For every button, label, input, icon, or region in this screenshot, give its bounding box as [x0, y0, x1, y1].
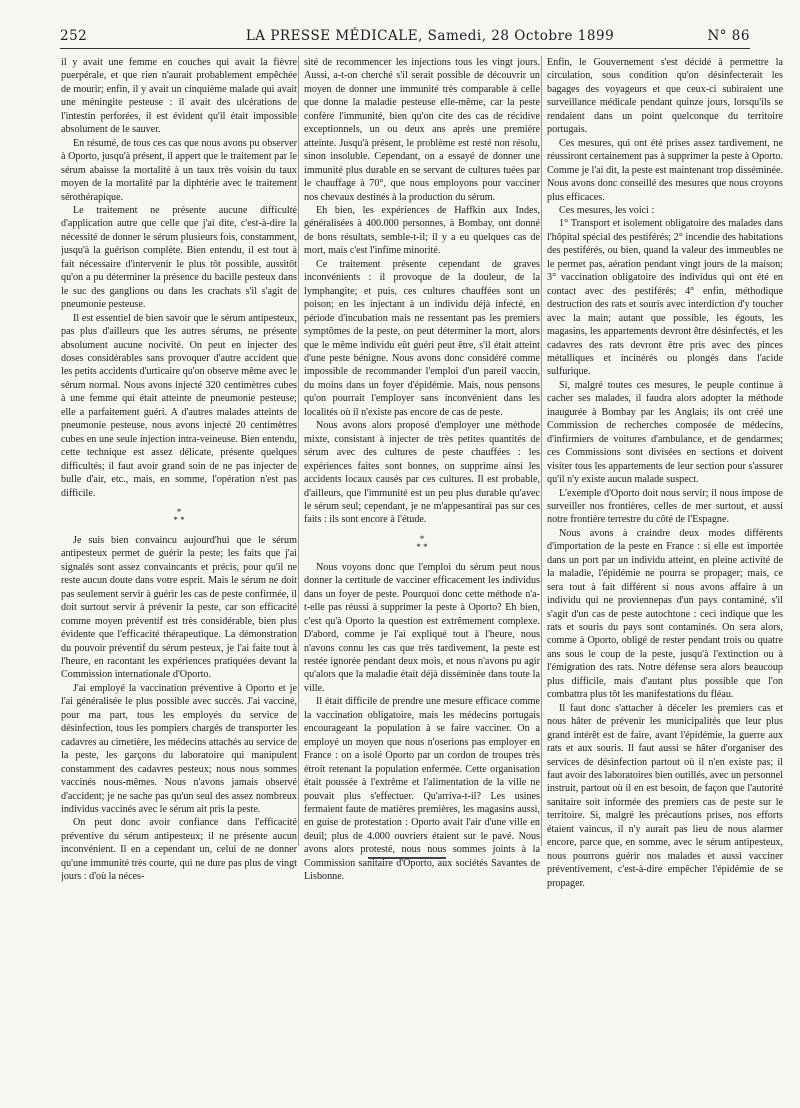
asterism-divider: * * * — [173, 506, 185, 525]
paragraph: Il est essentiel de bien savoir que le sérum antipesteux, pas plus d'ailleurs que les autres sérums, ne présente absolument aucune nocivité. On peut en injecter des doses considérables sans provoquer d'autre accident que les petits accidents d'urticaire qu'on observe même avec le sérum normal. Nous avons injecté 320 centimètres cubes à une femme qui était atteinte de pneumonie pesteuse; elle a parfaitement guéri. A d'autres malades atteints de pneumonie pesteuse, nous avons injecté 20 centimètres cubes en une seule injection intra-veineuse. Bien entendu, cette technique est assez délicate, présente quelques difficultés; il faut avoir grand soin de ne pas injecter de bulle d'air, etc., mais, en somme, l'opération n'est pas difficile. — [61, 312, 297, 499]
paragraph: il y avait une femme en couches qui avait la fièvre puerpérale, et que rien n'aurait probablement empêchée de mourir; enfin, il y avait un cinquième malade qui avait une méningite pesteuse : il avait des ulcérations de l'intestin perforées, il est évident qu'il était impossible absolument de le sauver. — [61, 57, 297, 136]
paragraph: Il était difficile de prendre une mesure efficace comme la vaccination obligatoire, mais les médecins portugais encourageant la population à se faire vacciner. On a employé un moyen que nous n'oserions pas employer en France : on a isolé Oporto par un cordon de troupes très étroit retenant la population enfermée. Cette organisation était poussée à l'extrême et l'alimentation de la ville ne pouvait plus s'effectuer. Qu'arriva-t-il? Les usines fermaient faute de matières premières, les magasins aussi, en guise de protestation : Oporto avait l'air d'une ville en deuil; plus de 4.000 ouvriers étaient sur le pavé. Nous avons alors protesté, nous nous sommes joints à la Commission sanitaire d'Oporto, aux sociétés Savantes de Lisbonne. — [304, 696, 540, 883]
paragraph: Nous avons à craindre deux modes différents d'importation de la peste en France : si elle est importée dans un port par un individu atteint, en pleine activité de la maladie, l'épidémie ne pourra se propager; mais, ce sera tout à fait différent si nous avons affaire à un individu qui ne proviennepas d'un pays contaminé, s'il s'agit d'un cas de peste autochtone : ceci indique que les rats et souris du pays sont contaminés. On sera alors, comme à Oporto, obligé de rester pendant trois ou quatre ans sous le coup de la peste, jusqu'à l'extinction ou à l'émigration des rats. Notre défense sera alors beaucoup plus difficile, mais d'autant plus possible que l'on combattra plus tôt les manifestations du fléau. — [547, 527, 783, 701]
paragraph: Eh bien, les expériences de Haffkin aux Indes, généralisées à 400.000 personnes, à Bombay, ont donné de bons résultats, semble-t-il; il y a eu quelques cas de mort, mais c'est l'infime minorité. — [304, 204, 540, 257]
issue-number: N° 86 — [707, 28, 750, 44]
paragraph: On peut donc avoir confiance dans l'efficacité préventive du sérum antipesteux; il ne présente aucun inconvénient. Il en a cependant un, celui de ne donner qu'une immunité très courte, qui ne dure pas plus de vingt jours : d'où la néces- — [61, 817, 297, 883]
paragraph: Enfin, le Gouvernement s'est décidé à permettre la circulation, sous condition qu'on désinfecterait les bagages des voyageurs et que ceux-ci subiraient une surveillance médicale pendant quinze jours, lorsqu'ils se rendaient dans un point quelconque du territoire portugais. — [547, 57, 783, 136]
paragraph: Ces mesures, qui ont été prises assez tardivement, ne réussiront certainement pas à supprimer la peste à Oporto. Comme je l'ai dit, la peste est maintenant trop disséminée. Nous avons donc conseillé des mesures que nous croyons plus efficaces. — [547, 137, 783, 203]
paragraph: 1° Transport et isolement obligatoire des malades dans l'hôpital spécial des pestiférés; 2° incendie des habitations des pestiférés, ou bien, quand la valeur des immeubles ne le permet pas, aération pendant vingt jours de la maison; 3° vaccination obligatoire des individus qui ont été en contact avec des pestiférés; 4° enfin, méthodique destruction des rats et souris avec interdiction d'y toucher avec la main; autant que possible, les égouts, les magasins, les appartements devront être désinfectés, et les cadavres des rats devront être pris avec des pinces métalliques et incinérés ou plongés dans l'acide sulfurique. — [547, 218, 783, 378]
paragraph: Ce traitement présente cependant de graves inconvénients : il provoque de la douleur, de la lymphangite; et puis, ces cultures chauffées sont un poison; en les injectant à un individu déjà infecté, en période d'incubation mais ne ressentant pas les premiers symptômes de la peste, on peut déterminer la mort, alors que le même individu eût guéri peut être, s'il était atteint d'une peste bénigne. Nous avons donc considéré comme impossible de recommander l'emploi d'un pareil vaccin, du moins dans un foyer d'épidémie. Mais, nous pensons qu'on pourrait l'employer sans inconvénient dans les localités où il n'existe pas encore de cas de peste. — [304, 258, 540, 418]
paragraph: L'exemple d'Oporto doit nous servir; il nous impose de surveiller nos frontières, celles de mer surtout, et aussi notre frontière terrestre du côté de l'Espagne. — [547, 487, 783, 526]
paragraph: J'ai employé la vaccination préventive à Oporto et je l'ai généralisée le plus possible avec succès. J'ai vacciné, pour ma part, tous les employés du service de désinfection, tous les pompiers chargés de transporter les cadavres au cimetière, les médecins attachés au service de la peste, les garçons du laboratoire qui manipulent constamment des cadavres pesteux; nous nous sommes vaccinés nous-mêmes. Nous n'avons jamais observé d'accident; je ne sache pas qu'un seul des assez nombreux individus vaccinés avec le sérum ait pris la peste. — [61, 682, 297, 816]
column-divider — [298, 56, 299, 846]
page-number: 252 — [60, 28, 88, 44]
column-divider — [541, 56, 542, 846]
paragraph: En résumé, de tous ces cas que nous avons pu observer à Oporto, jusqu'à présent, il appert que le traitement par le sérum abaisse la mortalité à un taux très voisin du taux moyen de la mortalité par la diphtérie avec le traitement sérothérapique. — [61, 137, 297, 203]
paragraph: Nous voyons donc que l'emploi du sérum peut nous donner la certitude de vacciner efficacement les individus dans un foyer de peste. Pourquoi donc cette méthode n'a-t-elle pas réussi à supprimer la peste à Oporto? Eh bien, c'est qu'à Oporto la question est extrêmement complexe. D'abord, comme je l'ai expliqué tout à l'heure, nous n'avons connu les cas que très tardivement, la peste est restée ignorée pendant deux mois, et nous n'avons pu agir qu'alors que la maladie était déjà disséminée dans toute la ville. — [304, 561, 540, 694]
journal-title: LA PRESSE MÉDICALE, Samedi, 28 Octobre 1899 — [245, 28, 615, 44]
paragraph: Le traitement ne présente aucune difficulté d'application autre que celle que j'ai dite, c'est-à-dire la nécessité de donner le sérum plusieurs fois, constamment, jusqu'à la guérison complète. Bien entendu, il est tout à fait nécessaire d'intervenir le plus tôt possible, aussitôt qu'on a pu déterminer la présence du bacille pesteux dans le suc des ganglions ou dans les crachats s'il s'agit de pneumonie pesteuse. — [61, 204, 297, 311]
paragraph: Nous avons alors proposé d'employer une méthode mixte, consistant à injecter de très petites quantités de sérum avec des cultures de peste chauffées : les expériences faites sont bonnes, on supprime ainsi les accidents locaux causés par ces cultures. Il est probable, d'ailleurs, que l'immunité est un peu plus durable qu'avec le sérum seul; cependant, je ne m'appesantirai pas sur ces faits : ils sont encore à l'étude. — [304, 420, 540, 526]
article-end-rule — [368, 857, 446, 859]
column-1 — [61, 56, 297, 1056]
column-3 — [547, 56, 783, 1056]
header-rule — [60, 48, 750, 49]
asterism-divider: * * * — [416, 533, 428, 552]
paragraph: sité de recommencer les injections tous les vingt jours. Aussi, a-t-on cherché s'il serait possible de découvrir un moyen de donner une immunité très comparable à celle que donne la maladie pesteuse elle-même, car la peste confère l'immunité, bien qu'on cite des cas de récidive exceptionnels, un ou deux ans après une première atteinte. Jusqu'à présent, le problème est resté non résolu, sinon insoluble. Cependant, on a essayé de donner une immunité plus durable en se servant de cultures tuées par le chauffage à 70°, que nous employons pour vacciner nos chevaux destinés à la production du sérum. — [304, 57, 540, 203]
paragraph: Je suis bien convaincu aujourd'hui que le sérum antipesteux permet de guérir la peste; les faits que j'ai signalés sont assez convaincants et précis, pour qu'il ne reste aucun doute dans votre esprit. Mais le sérum ne doit pas seulement servir à guérir les cas de peste confirmée, il doit surtout servir à prévenir la peste, car son efficacité comme moyen préventif est très considérable, bien plus évidente que l'efficacité thérapeutique. La démonstration du pouvoir préventif du sérum pesteux, je l'ai faite tout à l'heure, en racontant les expériences pratiquées devant la Commission internationale d'Oporto. — [61, 534, 297, 681]
page-header — [60, 28, 750, 48]
paragraph: Ces mesures, les voici : — [559, 204, 655, 216]
paragraph: Il faut donc s'attacher à déceler les premiers cas et nous hâter de prévenir les municipalités que leur plus grand intérêt est de faire, avant l'épidémie, la guerre aux rats et aux souris. Il faut aussi se hâter d'organiser des services de désinfection partout où il n'en existe pas; il faut avoir des laboratoires bien outillés, avec un personnel instruit, partout où il en est besoin, de façon que l'autorité sanitaire soit informée des premiers cas de peste sur le territoire. Si, malgré les précautions prises, nos efforts étaient vaincus, il n'y aurait pas lieu de nous alarmer encore, parce que, en somme, avec le sérum antipesteux, nous pourrons guérir nos malades et aussi vacciner préventivement, c'est-à-dire empêcher l'épidémie de se propager. — [547, 702, 783, 889]
column-2 — [304, 56, 540, 1056]
paragraph: Si, malgré toutes ces mesures, le peuple continue à cacher ses malades, il faudra alors adopter la méthode inaugurée à Bombay par les Anglais; ils ont créé une Commission de recherches composée de médecins, d'infirmiers de voitures d'ambulance, et de gendarmes; ces Commissions sont divisées en sections et doivent visiter tous les appartements de leur section pour s'assurer qu'il n'y existe aucun malade suspect. — [547, 379, 783, 486]
